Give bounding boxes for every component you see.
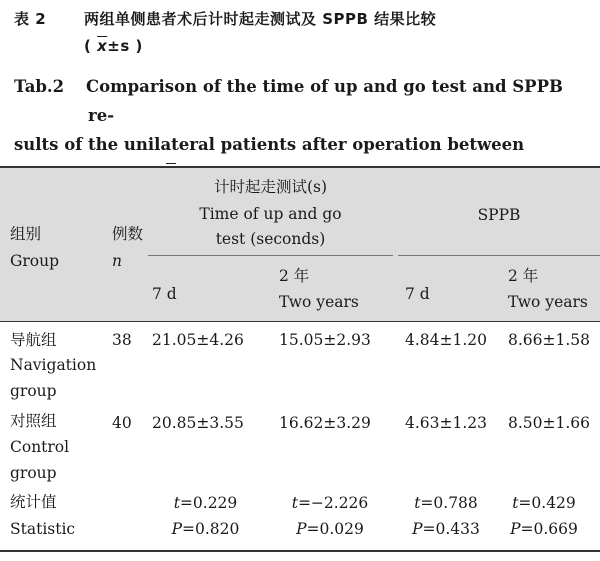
- caption-label-en: Tab.2: [14, 77, 65, 96]
- row-navigation-n: 38: [112, 331, 132, 349]
- header-tug-en-2: test (seconds): [215, 230, 326, 248]
- subheader-tug-7d: 7 d: [152, 285, 177, 303]
- header-n-en: n: [112, 252, 122, 270]
- row-control-sppb-7d: 4.63±1.23: [405, 414, 488, 432]
- table-top-rule: [0, 166, 600, 168]
- sppb-subheader-rule: [398, 255, 600, 256]
- row-control-tug-2y: 16.62±3.29: [279, 414, 371, 432]
- table-header-rule: [0, 321, 600, 322]
- row-control-group-cn: 对照组: [10, 412, 57, 430]
- row-navigation-tug-7d: 21.05±4.26: [152, 331, 244, 349]
- row-navigation-group-en-2: group: [10, 382, 57, 400]
- row-navigation-sppb-7d: 4.84±1.20: [405, 331, 488, 349]
- header-sppb: SPPB: [477, 206, 521, 224]
- header-group-cn: 组别: [10, 225, 42, 243]
- row-navigation-group-cn: 导航组: [10, 331, 57, 349]
- subheader-sppb-2y-en: Two years: [508, 293, 588, 311]
- subheader-tug-2y-cn: 2 年: [279, 267, 310, 285]
- tug-subheader-rule: [148, 255, 393, 256]
- row-control-tug-7d: 20.85±3.55: [152, 414, 244, 432]
- row-control-n: 40: [112, 414, 132, 432]
- stat-sppb-2y-p: P=0.669: [510, 520, 578, 538]
- caption-stat-cn: ( $\overline{x}\pm s$ ): [84, 37, 143, 55]
- row-navigation-tug-2y: 15.05±2.93: [279, 331, 371, 349]
- caption-line-1: Comparison of the time of up and go test and SPPB re-: [86, 77, 563, 125]
- stat-sppb-7d-t: t=0.788: [414, 494, 478, 512]
- stat-tug-7d-p: P=0.820: [171, 520, 240, 538]
- row-statistic-label-en: Statistic: [10, 520, 76, 538]
- table-bottom-rule: [0, 550, 600, 552]
- stat-tug-7d-t: t=0.229: [173, 494, 238, 512]
- stat-tug-2y-p: P=0.029: [296, 520, 364, 538]
- stat-sppb-7d-p: P=0.433: [412, 520, 480, 538]
- row-navigation-sppb-2y: 8.66±1.58: [508, 331, 591, 349]
- row-control-group-en-1: Control: [10, 438, 70, 456]
- row-statistic-label-cn: 统计值: [10, 493, 57, 511]
- header-group-en: Group: [10, 252, 60, 270]
- caption-label-cn: 表 2: [14, 10, 47, 28]
- header-tug-cn: 计时起走测试(s): [213, 178, 328, 196]
- subheader-sppb-2y-cn: 2 年: [508, 267, 539, 285]
- table-caption-chinese: [14, 6, 594, 60]
- row-control-group-en-2: group: [10, 464, 57, 482]
- row-navigation-group-en-1: Navigation: [10, 356, 97, 374]
- subheader-tug-2y-en: Two years: [279, 293, 359, 311]
- subheader-sppb-7d: 7 d: [405, 285, 430, 303]
- stat-sppb-2y-t: t=0.429: [512, 494, 576, 512]
- caption-line-2: sults of the unilateral patients after operation between: [14, 135, 525, 154]
- results-table: [0, 166, 600, 552]
- caption-title-cn: 两组单侧患者术后计时起走测试及 SPPB 结果比较: [84, 10, 437, 28]
- header-n-cn: 例数: [112, 225, 144, 243]
- stat-tug-2y-t: t=−2.226: [291, 494, 369, 512]
- row-control-sppb-2y: 8.50±1.66: [508, 414, 591, 432]
- header-tug-en-1: Time of up and go: [199, 205, 342, 223]
